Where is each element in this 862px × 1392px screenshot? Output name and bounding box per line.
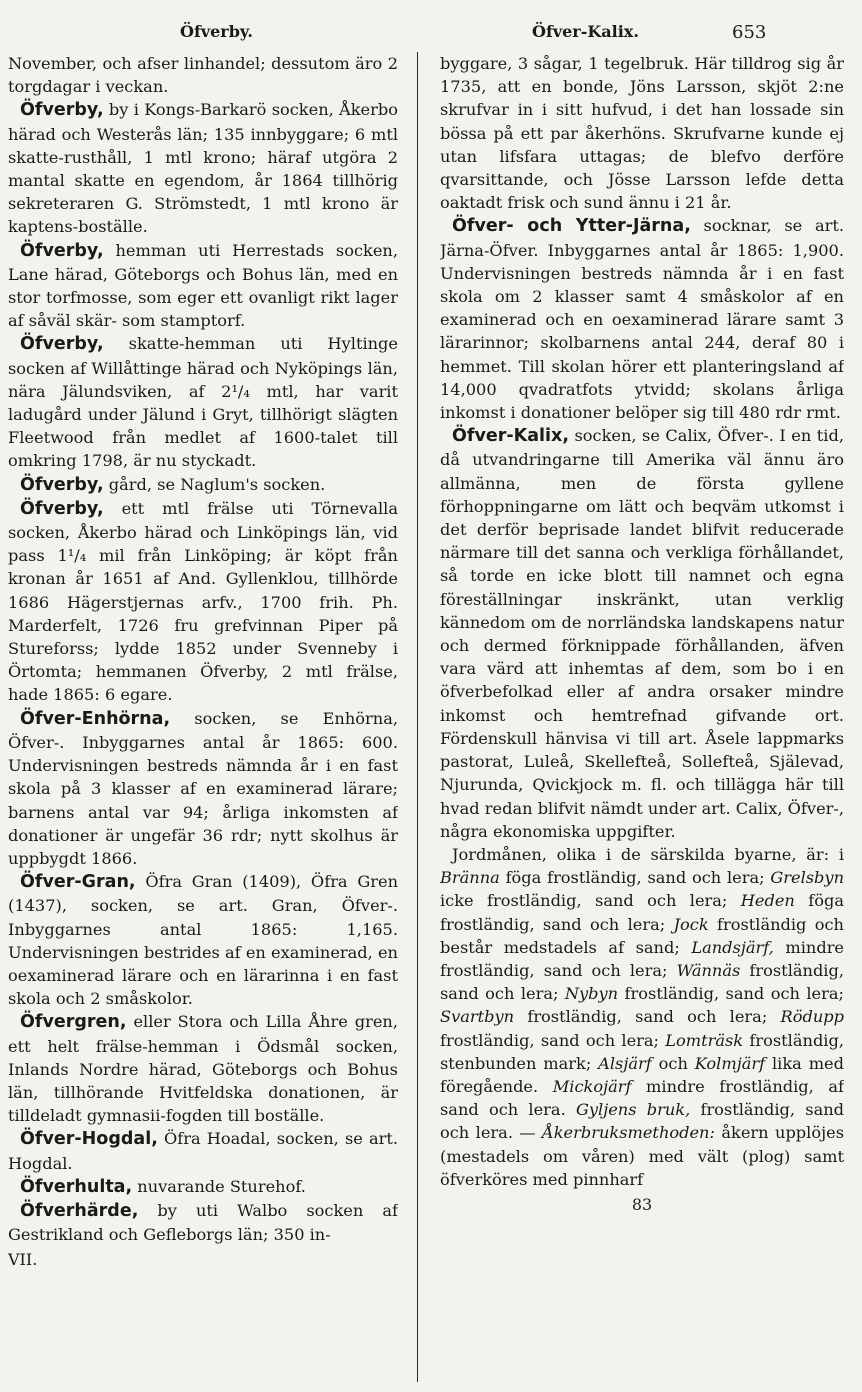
village-name: Grelsbyn [770, 868, 844, 888]
entry-text: gård, se Naglum's socken. [103, 474, 326, 494]
running-head-left: Öfverby. [180, 22, 253, 41]
entry-headword: Öfver-Gran, [20, 872, 136, 893]
soil-paragraph [440, 843, 844, 1191]
page-number: 653 [732, 22, 767, 43]
entry [8, 1175, 398, 1199]
entry [8, 707, 398, 870]
paragraph-text: frostländig, stenbunden mark; [440, 1030, 844, 1073]
left-column [8, 52, 398, 1382]
village-name: Bränna [440, 868, 500, 888]
entry [8, 473, 398, 497]
column-divider [417, 52, 418, 1382]
village-name: Lomträsk [665, 1030, 744, 1050]
signature-mark: 83 [631, 1194, 653, 1214]
entry-headword: Öfverby, [20, 498, 104, 519]
running-head-center: Öfver-Kalix. [532, 22, 639, 41]
entry-text: socken, se Enhörna, Öfver-. Inbyggarnes antal år 1865: 600. Undervisningen bestreds nämnda år i en fast skola på 3 klasser af en examinerad lärare; barnens antal var 94; årliga inkomsten af donationer är ungefär 36 rdr; nytt skolhus är uppbygdt 1866. [8, 708, 398, 868]
entry-text: by uti Walbo socken af Gestrikland och Gefleborgs län; 350 in- [8, 1200, 398, 1245]
entry-text: hemman uti Herrestads socken, Lane härad, Göteborgs och Bohus län, med en stor torfmosse, som eger ett ovanligt rikt lager af såväl skär- som stamptorf. [8, 240, 398, 331]
paragraph-text: föga frostländig, sand och lera; [499, 868, 771, 888]
section-term: Åkerbruksmethoden: [542, 1123, 715, 1143]
village-name: Alsjärf [598, 1053, 652, 1073]
entry-text: socken, se Calix, Öfver-. I en tid, då utvandringarne till Amerika väl ännu äro allmänna, men de första gyllene förhoppningarne om lätt och beqväm utkomst i det derför beprisade landet blifvit reducerade närmare till det sanna och verkliga förhållandet, så torde en icke blott till namnet och egna föreställningar inskränkt, utan verklig kännedom om de norrländska landskapens natur och dermed förknippade förhållanden, äfven vara värd att inhemtas af dem, som bo i en öfverbefolkad eller af andra orsaker mindre inkomst och hemtrefnad gifvande ort. Fördenskull hänvisa vi till art. Åsele lappmarks pastorat, Luleå, Skellefteå, Sollefteå, Själevad, Njurunda, Qvickjock m. fl. och tillägga här till hvad redan blifvit nämdt under art. Calix, Öfver-, några ekonomiska uppgifter. [440, 426, 844, 841]
entry [8, 870, 398, 1010]
entry-text: Öfra Hoadal, socken, se art. Hogdal. [8, 1129, 398, 1173]
entry-headword: Öfver-Hogdal, [20, 1129, 158, 1150]
paragraph-text: lika med föregående. [440, 1053, 844, 1096]
entry-headword: Öfverby, [20, 474, 104, 495]
entry-text: eller Stora och Lilla Åhre gren, ett helt frälse-hemman i Ödsmål socken, Inlands Nordre härad, Göteborgs och Bohus län, tillhörande Hvitfeldska donationen, är tilldeladt gymnasii-fogden till boställe. [8, 1012, 398, 1126]
entry [8, 239, 398, 333]
paragraph-text: frostländig, sand och lera; [514, 1007, 781, 1027]
entry-headword: Öfverby, [20, 334, 104, 355]
entry-text: nuvarande Sturehof. [132, 1176, 306, 1196]
paragraph-text: mindre frostländig, sand och lera; [440, 937, 844, 980]
paragraph-text: icke frostländig, sand och lera; [440, 891, 741, 911]
paragraph-text: mindre frostländig, af sand och lera. [440, 1076, 844, 1120]
village-name: Rödupp [780, 1007, 844, 1027]
entry-text: ett mtl frälse uti Törnevalla socken, Åkerbo härad och Linköpings län, vid pass 1¹/₄ mil från Linköping; är köpt från kronan år 1651 af And. Gyllenklou, tillhörde 1686 Hägerstjernas arfv., 1700 frih. Ph. Marderfelt, 1726 fru grefvinnan Piper på Stureforss; lydde 1852 under Svenneby i Örtomta; hemmanen Öfverby, 2 mtl frälse, hade 1865: 6 egare. [8, 498, 398, 705]
right-column [440, 52, 844, 1382]
entry-headword: Öfver- och Ytter-Järna, [452, 216, 691, 237]
entry-headword: Öfver-Kalix, [452, 426, 569, 447]
entry-headword: Öfverby, [20, 240, 104, 261]
paragraph-text: och [651, 1053, 695, 1073]
continuation-text: byggare, 3 sågar, 1 tegelbruk. Här tilldrog sig år 1735, att en bonde, Jöns Larsson, skjöt 2:ne skrufvar in i sitt hufvud, i det han lossade sin bössa på ett par åkerhöns. Skrufvarne kunde ej utan lifsfara uttagas; de blefvo derföre qvarsittande, och Jösse Larsson lefde detta oaktadt frisk och sund ännu i 21 år. [440, 54, 844, 213]
entry [8, 497, 398, 707]
entry-headword: Öfver-Enhörna, [20, 708, 171, 729]
paragraph-text: frostländig, sand och lera; [440, 960, 844, 1004]
entry [8, 1127, 398, 1174]
paragraph-text: föga frostländig, sand och lera; [440, 891, 844, 934]
paragraph-text: Jordmånen, olika i de särskilda byarne, är: i [452, 844, 844, 864]
entry-headword: Öfvergren, [20, 1012, 127, 1033]
entry-headword: Öfverhärde, [20, 1200, 139, 1221]
entry-text: Öfra Gran (1409), Öfra Gren (1437), socken, se art. Gran, Öfver-. Inbyggarnes antal 1865: 1,165. Undervisningen bestrides af en examinerad, en oexaminerad lärare och en lärarinna i en fast skola och 2 småskolor. [8, 872, 398, 1009]
entry-text: socknar, se art. Järna-Öfver. Inbyggarnes antal år 1865: 1,900. Undervisningen bestreds nämnda år i en fast skola om 2 klasser samt 4 småskolor af en examinerad och en oexaminerad lärare samt 3 lärarinnor; skolbarnens antal 244, deraf 80 i hemmet. Till skolan hörer ett planteringsland af 14,000 qvadratfots ytvidd; skolans årliga inkomst i donationer belöper sig till 480 rdr rmt. [440, 216, 844, 423]
village-name: Heden [740, 891, 795, 911]
village-name: Kolmjärf [694, 1053, 766, 1073]
village-name: Mickojärf [552, 1076, 632, 1096]
village-name: Jock [673, 914, 709, 934]
signature-mark: VII. [8, 1250, 38, 1270]
village-name: Gyljens bruk, [575, 1100, 691, 1120]
paragraph-text: frostländig, sand och lera; [440, 1030, 666, 1050]
entry-headword: Öfverby, [20, 100, 104, 121]
entry [8, 1199, 398, 1246]
village-name: Landsjärf, [691, 937, 774, 957]
village-name: Svartbyn [440, 1007, 515, 1027]
entry-text: by i Kongs-Barkarö socken, Åkerbo härad och Westerås län; 135 innbyggare; 6 mtl skatte-rusthåll, 1 mtl krono; häraf utgöra 2 mantal skatte en egendom, år 1864 tillhörig sekreteraren G. Strömstedt, 1 mtl krono är kaptens-boställe. [8, 100, 398, 237]
entry-text: skatte-hemman uti Hyltinge socken af Willåttinge härad och Nyköpings län, nära Jälundsviken, af 2¹/₄ mtl, har varit ladugård under Jälund i Gryt, tillhörigt slägten Fleetwood från medlet af 1600-talet till omkring 1798, är nu styckadt. [8, 334, 398, 471]
village-name: Wännäs [676, 960, 741, 980]
entry [440, 424, 844, 843]
paragraph-text: åkern upplöjes (mestadels om våren) med vält (plog) samt öfverköres med pinnharf [440, 1123, 844, 1189]
entry [8, 1010, 398, 1127]
entry [440, 214, 844, 424]
entry-headword: Öfverhulta, [20, 1176, 133, 1197]
paragraph-text: frostländig och består medstadels af sand; [440, 914, 844, 957]
entry [8, 98, 398, 238]
continuation-text: November, och afser linhandel; dessutom äro 2 torgdagar i veckan. [8, 54, 398, 97]
paragraph-text: frostländig, sand och lera; [618, 984, 844, 1004]
entry [8, 332, 398, 472]
paragraph-text: frostländig, sand och lera. — [440, 1100, 844, 1143]
village-name: Nybyn [564, 984, 619, 1004]
